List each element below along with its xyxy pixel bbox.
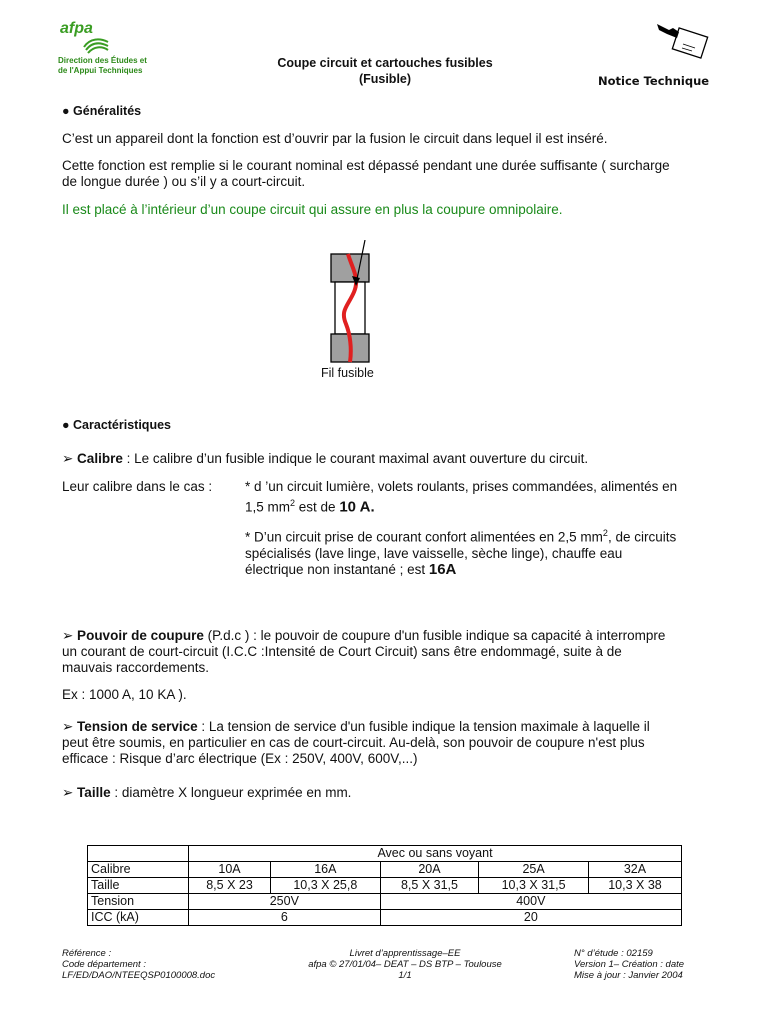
table-row: [88, 862, 682, 878]
table-row: [88, 910, 682, 926]
fuse-spec-table: [87, 845, 682, 926]
fuse-diagram: [330, 240, 390, 370]
section-heading-generalites: ● Généralités: [62, 104, 142, 118]
pdc-example: Ex : 1000 A, 10 KA ).: [62, 687, 187, 702]
table-cell: 32A: [588, 862, 681, 878]
calibre-case-2: * D’un circuit prise de courant confort alimentées en 2,5 $mm^2$, de circuits spécialisés (lave linge, lave vaisselle, sèche linge), chauffe eau électrique non instantané ; est 16A: [245, 528, 677, 578]
section-heading-caracteristiques: ● Caractéristiques: [62, 418, 171, 432]
calibre-case-1: * d ’un circuit lumière, volets roulants, prises commandées, alimentés en 1,5 $mm^2$ est de 10 A.: [245, 479, 678, 516]
taille-paragraph: ➢ Taille : diamètre X longueur exprimée en mm.: [62, 785, 352, 800]
table-cell: 10,3 X 31,5: [479, 878, 589, 894]
afpa-logo: afpa: [60, 20, 93, 37]
table-header-row: [88, 846, 682, 862]
table-cell: 6: [189, 910, 381, 926]
hand-document-icon: [655, 18, 710, 63]
table-cell: 25A: [479, 862, 589, 878]
row-label: Taille: [88, 878, 189, 894]
footer-right: N° d’étude : 02159 Version 1– Création : date Mise à jour : Janvier 2004: [574, 948, 685, 981]
tension-paragraph: ➢ Tension de service : La tension de service d'un fusible indique la tension maximale à laquelle il peut être soumis, en particulier en cas de court-circuit. Au-delà, son pouvoir de coupure n'est plus efficace : Risque d’arc électrique (Ex : 250V, 400V, 600V,...): [62, 719, 650, 766]
table-cell: 8,5 X 23: [189, 878, 271, 894]
document-title: Coupe circuit et cartouches fusibles (Fusible): [277, 56, 493, 86]
table-header-cell: Avec ou sans voyant: [189, 846, 682, 862]
notice-technique-label: Notice Technique: [598, 74, 710, 88]
generalites-paragraph-1: C’est un appareil dont la fonction est d’ouvrir par la fusion le circuit dans lequel il est inséré.: [62, 131, 608, 146]
calibre-paragraph: ➢ Calibre : Le calibre d’un fusible indique le courant maximal avant ouverture du circuit.: [62, 451, 589, 466]
row-label: Calibre: [88, 862, 189, 878]
logo-subtitle: Direction des Études et de l'Appui Techniques: [58, 56, 147, 75]
table-cell: 400V: [380, 894, 681, 910]
table-row: [88, 878, 682, 894]
row-label: Tension: [88, 894, 189, 910]
pouvoir-de-coupure-paragraph: ➢ Pouvoir de coupure (P.d.c ) : le pouvoir de coupure d'un fusible indique sa capacité à interrompre un courant de court-circuit (I.C.C :Intensité de Court Circuit) sans être endommagé, suite à de mauvais raccordements.: [62, 628, 666, 675]
table-cell: 20A: [380, 862, 479, 878]
table-cell: 16A: [271, 862, 381, 878]
row-label: ICC (kA): [88, 910, 189, 926]
leur-calibre-label: Leur calibre dans le cas :: [62, 479, 213, 494]
table-cell-empty: [88, 846, 189, 862]
table-cell: 10,3 X 38: [588, 878, 681, 894]
table-row: [88, 894, 682, 910]
footer-left: Référence : Code département : LF/ED/DAO/NTEEQSP0100008.doc: [62, 948, 216, 981]
table-cell: 250V: [189, 894, 381, 910]
table-cell: 10A: [189, 862, 271, 878]
generalites-paragraph-3: Il est placé à l’intérieur d’un coupe circuit qui assure en plus la coupure omnipolaire.: [62, 202, 563, 217]
fuse-caption: Fil fusible: [321, 366, 374, 380]
table-cell: 8,5 X 31,5: [380, 878, 479, 894]
table-cell: 20: [380, 910, 681, 926]
footer-center: Livret d’apprentissage–EE afpa © 27/01/04– DEAT – DS BTP – Toulouse 1/1: [308, 948, 502, 981]
generalites-paragraph-2: Cette fonction est remplie si le courant nominal est dépassé pendant une durée suffisante ( surcharge de longue durée ) ou s’il y a court-circuit.: [62, 158, 670, 189]
table-cell: 10,3 X 25,8: [271, 878, 381, 894]
